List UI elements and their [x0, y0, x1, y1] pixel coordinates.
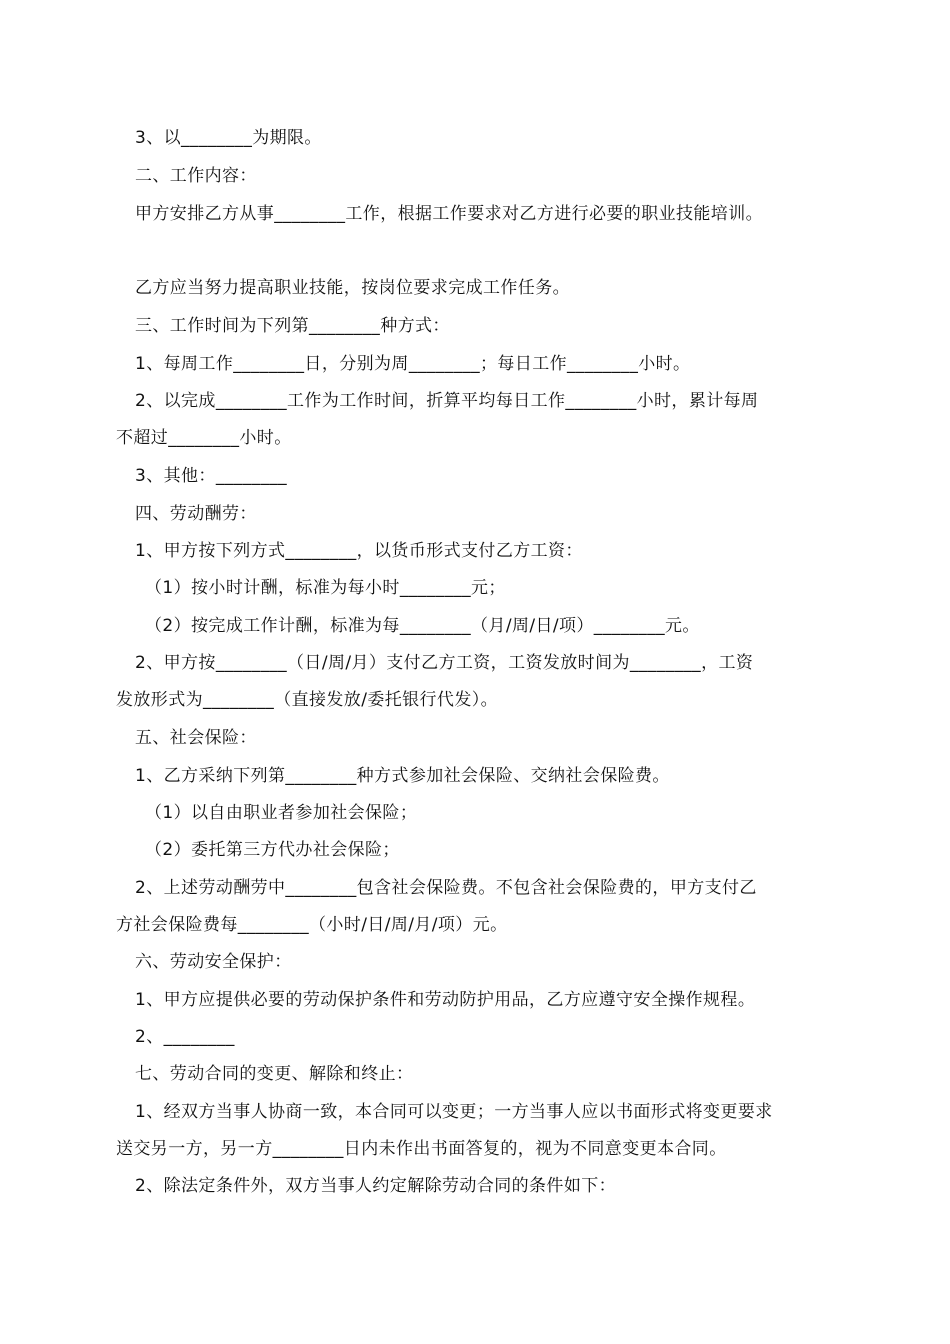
insurance-clause-1-item-1: （1）以自由职业者参加社会保险；: [145, 803, 418, 823]
pay-clause-2: 2、甲方按________（日/周/月）支付乙方工资，工资发放时间为________，工资: [135, 653, 754, 673]
work-time-clause-2-cont: 不超过________小时。: [116, 428, 292, 448]
insurance-clause-1: 1、乙方采纳下列第________种方式参加社会保险、交纳社会保险费。: [135, 766, 670, 786]
pay-clause-1-item-1: （1）按小时计酬，标准为每小时________元；: [145, 578, 506, 598]
pay-clause-1-item-2: （2）按完成工作计酬，标准为每________（月/周/日/项）________元。: [145, 616, 700, 636]
section-heading-social-insurance: 五、社会保险：: [135, 728, 257, 748]
change-clause-1-cont: 送交另一方，另一方________日内未作出书面答复的，视为不同意变更本合同。: [116, 1139, 727, 1159]
pay-clause-2-cont: 发放形式为________（直接发放/委托银行代发）。: [116, 690, 499, 710]
section-heading-work-time: 三、工作时间为下列第________种方式：: [135, 316, 450, 336]
safety-clause-1: 1、甲方应提供必要的劳动保护条件和劳动防护用品，乙方应遵守安全操作规程。: [135, 990, 756, 1010]
insurance-clause-2-cont: 方社会保险费每________（小时/日/周/月/项）元。: [116, 915, 508, 935]
insurance-clause-2: 2、上述劳动酬劳中________包含社会保险费。不包含社会保险费的，甲方支付乙: [135, 878, 757, 898]
section-heading-pay: 四、劳动酬劳：: [135, 504, 257, 524]
work-content-para-1: 甲方安排乙方从事________工作，根据工作要求对乙方进行必要的职业技能培训。: [135, 204, 763, 224]
section-heading-safety: 六、劳动安全保护：: [135, 952, 292, 972]
work-time-clause-2: 2、以完成________工作为工作时间，折算平均每日工作________小时，累计每周: [135, 391, 759, 411]
work-content-para-2: 乙方应当努力提高职业技能，按岗位要求完成工作任务。: [135, 278, 570, 298]
term-clause-3: 3、以________为期限。: [135, 128, 322, 148]
pay-clause-1: 1、甲方按下列方式________，以货币形式支付乙方工资：: [135, 541, 583, 561]
section-heading-work-content: 二、工作内容：: [135, 166, 257, 186]
safety-clause-2: 2、________: [135, 1027, 235, 1047]
section-heading-contract-change: 七、劳动合同的变更、解除和终止：: [135, 1064, 414, 1084]
insurance-clause-1-item-2: （2）委托第三方代办社会保险；: [145, 840, 400, 860]
work-time-clause-1: 1、每周工作________日，分别为周________；每日工作________小时。: [135, 354, 691, 374]
work-time-clause-3: 3、其他：________: [135, 466, 288, 486]
change-clause-2: 2、除法定条件外，双方当事人约定解除劳动合同的条件如下：: [135, 1176, 617, 1196]
change-clause-1: 1、经双方当事人协商一致，本合同可以变更；一方当事人应以书面形式将变更要求: [135, 1102, 773, 1122]
